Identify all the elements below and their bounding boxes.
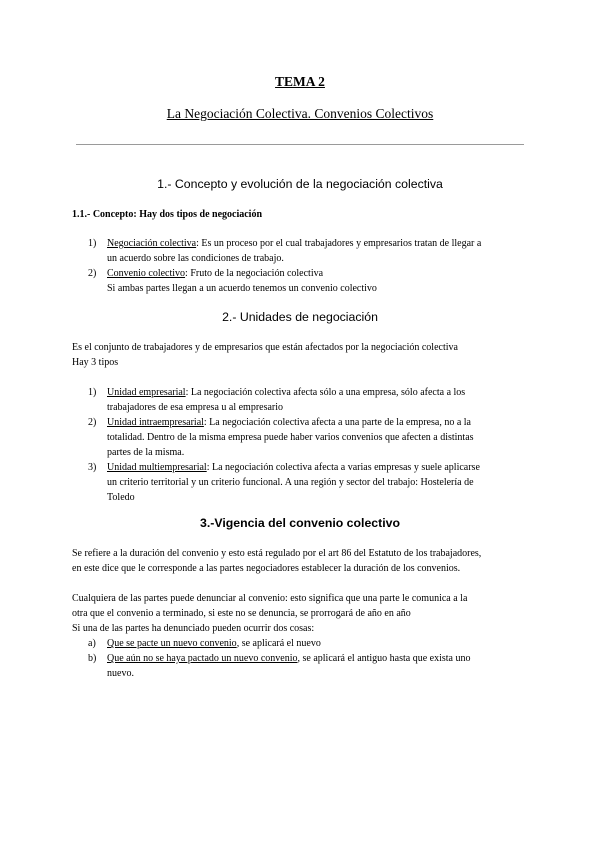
list-text-continued: trabajadores de esa empresa u al empresario [107,402,284,413]
list-term: Negociación colectiva [107,238,197,249]
section2-intro [72,340,532,370]
list-text: : Es un proceso por el cual trabajadores y empresarios tratan de llegar a [196,238,482,249]
paragraph-line: otra que el convenio a terminado, si este no se denuncia, se prorrogará de año en año [72,608,411,619]
list-item [88,415,528,460]
list-number: 3) [88,462,97,473]
tema-title: TEMA 2 [275,74,325,89]
list-letter: b) [88,653,97,664]
section2-list [88,385,528,505]
list-text-continued: Toledo [107,492,135,503]
list-number: 2) [88,268,97,279]
list-number: 1) [88,238,97,249]
list-text: : Fruto de la negociación colectiva [185,268,324,279]
list-text-continued: nuevo. [107,668,134,679]
paragraph-line: Es el conjunto de trabajadores y de empresarios que están afectados por la negociación colectiva [72,342,458,353]
list-number: 2) [88,417,97,428]
horizontal-divider [76,144,524,145]
list-text-continued: un acuerdo sobre las condiciones de trabajo. [107,253,284,264]
list-text: : La negociación colectiva afecta a una parte de la empresa, no a la [203,417,471,428]
list-term: Convenio colectivo [107,268,186,279]
section3-paragraph-1 [72,546,532,576]
list-text: : La negociación colectiva afecta a varias empresas y suele aplicarse [206,462,480,473]
paragraph-line: Si una de las partes ha denunciado pueden ocurrir dos cosas: [72,623,315,634]
paragraph-line: Hay 3 tipos [72,357,119,368]
paragraph-line: Se refiere a la duración del convenio y esto está regulado por el art 86 del Estatuto de los trabajadores, [72,548,482,559]
list-item [88,460,528,505]
section3-heading: 3.-Vigencia del convenio colectivo [199,516,400,530]
list-text: , se aplicará el antiguo hasta que exista uno [297,653,471,664]
list-item [88,651,528,681]
list-item [88,385,528,415]
paragraph-line: Cualquiera de las partes puede denunciar al convenio: esto significa que una parte le comunica a la [72,593,468,604]
list-item [88,636,528,651]
list-text-continued: Si ambas partes llegan a un acuerdo tenemos un convenio colectivo [107,283,377,294]
list-item [88,236,528,266]
section2-heading: 2.- Unidades de negociación [222,310,378,324]
list-term: Unidad intraempresarial [107,417,204,428]
paragraph-line: en este dice que le corresponde a las partes negociadores establecer la duración de los convenios. [72,563,461,574]
list-item [88,266,528,296]
document-subtitle: La Negociación Colectiva. Convenios Colectivos [166,106,434,121]
list-term: Unidad empresarial [107,387,186,398]
section3-list [88,636,528,681]
list-text: : La negociación colectiva afecta sólo a una empresa, sólo afecta a los [185,387,466,398]
list-text: , se aplicará el nuevo [236,638,321,649]
section3-paragraph-2 [72,591,532,636]
list-term: Que aún no se haya pactado un nuevo convenio [107,653,298,664]
list-text-continued: un criterio territorial y un criterio funcional. A una región y sector del trabajo: Hostelería de [107,477,474,488]
list-text-continued: partes de la misma. [107,447,185,458]
section1-heading: 1.- Concepto y evolución de la negociación colectiva [157,177,443,191]
section1-list [88,236,528,296]
list-letter: a) [88,638,96,649]
list-text-continued: totalidad. Dentro de la misma empresa puede haber varios convenios que afecten a distintas [107,432,474,443]
list-term: Que se pacte un nuevo convenio [107,638,237,649]
section1-subheading: 1.1.- Concepto: Hay dos tipos de negociación [72,209,262,220]
list-term: Unidad multiempresarial [107,462,207,473]
list-number: 1) [88,387,97,398]
